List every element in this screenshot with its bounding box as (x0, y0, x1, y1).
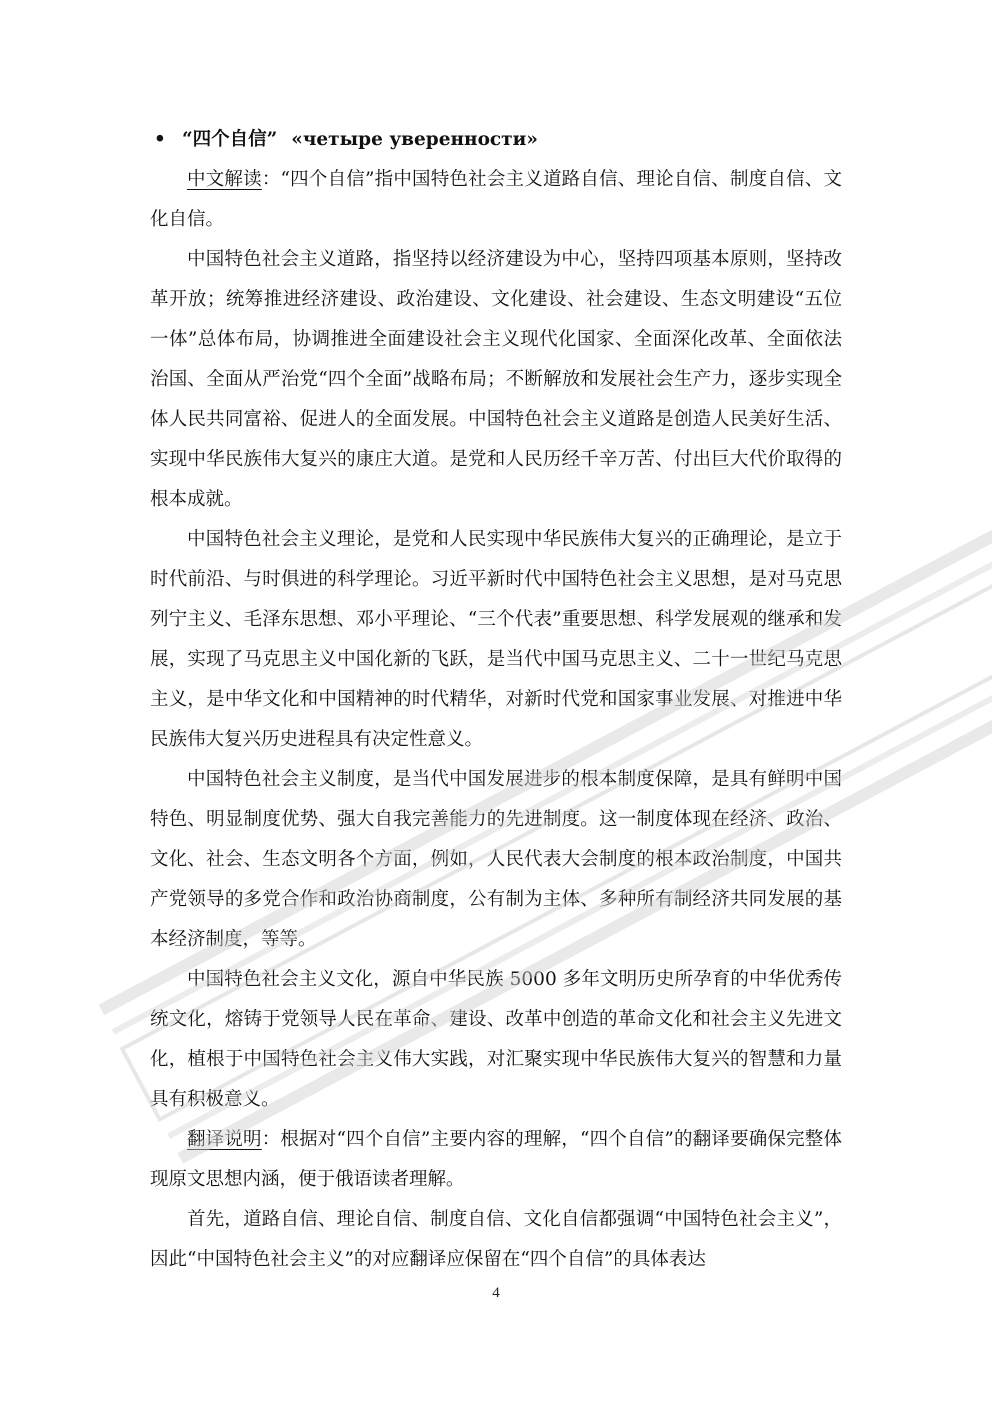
section-heading (150, 120, 842, 160)
label-interpretation: 中文解读 (187, 169, 262, 190)
heading-chinese: “四个自信” (182, 129, 278, 150)
paragraph-text: ：“四个自信”指中国特色社会主义道路自信、理论自信、制度自信、文化自信。 (150, 169, 842, 230)
page-content (150, 120, 842, 1280)
paragraph-interpretation (150, 160, 842, 240)
paragraph-first-point: 首先，道路自信、理论自信、制度自信、文化自信都强调“中国特色社会主义”，因此“中国特色社会主义”的对应翻译应保留在“四个自信”的具体表达 (150, 1209, 842, 1270)
page-number: 4 (492, 1285, 500, 1301)
paragraph-culture: 中国特色社会主义文化，源自中华民族 5000 多年文明历史所孕育的中华优秀传统文化，熔铸于党领导人民在革命、建设、改革中创造的革命文化和社会主义先进文化，植根于中国特色社会主义伟大实践，对汇聚实现中华民族伟大复兴的智慧和力量具有积极意义。 (150, 969, 842, 1110)
paragraph-theory: 中国特色社会主义理论，是党和人民实现中华民族伟大复兴的正确理论，是立于时代前沿、与时俱进的科学理论。习近平新时代中国特色社会主义思想，是对马克思列宁主义、毛泽东思想、邓小平理论、“三个代表”重要思想、科学发展观的继承和发展，实现了马克思主义中国化新的飞跃，是当代中国马克思主义、二十一世纪马克思主义，是中华文化和中国精神的时代精华，对新时代党和国家事业发展、对推进中华民族伟大复兴历史进程具有决定性意义。 (150, 529, 842, 750)
heading-russian: «четыре уверенности» (291, 129, 538, 150)
paragraph-text: ：根据对“四个自信”主要内容的理解，“四个自信”的翻译要确保完整体现原文思想内涵，便于俄语读者理解。 (150, 1129, 842, 1190)
label-translation-note: 翻译说明 (187, 1129, 262, 1150)
paragraph-translation-note (150, 1120, 842, 1200)
bullet-mark: • (154, 129, 166, 150)
paragraph-road: 中国特色社会主义道路，指坚持以经济建设为中心，坚持四项基本原则，坚持改革开放；统筹推进经济建设、政治建设、文化建设、社会建设、生态文明建设“五位一体”总体布局，协调推进全面建设社会主义现代化国家、全面深化改革、全面依法治国、全面从严治党“四个全面”战略布局；不断解放和发展社会生产力，逐步实现全体人民共同富裕、促进人的全面发展。中国特色社会主义道路是创造人民美好生活、实现中华民族伟大复兴的康庄大道。是党和人民历经千辛万苦、付出巨大代价取得的根本成就。 (150, 249, 842, 510)
paragraph-system: 中国特色社会主义制度，是当代中国发展进步的根本制度保障，是具有鲜明中国特色、明显制度优势、强大自我完善能力的先进制度。这一制度体现在经济、政治、文化、社会、生态文明各个方面，例如，人民代表大会制度的根本政治制度，中国共产党领导的多党合作和政治协商制度，公有制为主体、多种所有制经济共同发展的基本经济制度，等等。 (150, 769, 842, 950)
